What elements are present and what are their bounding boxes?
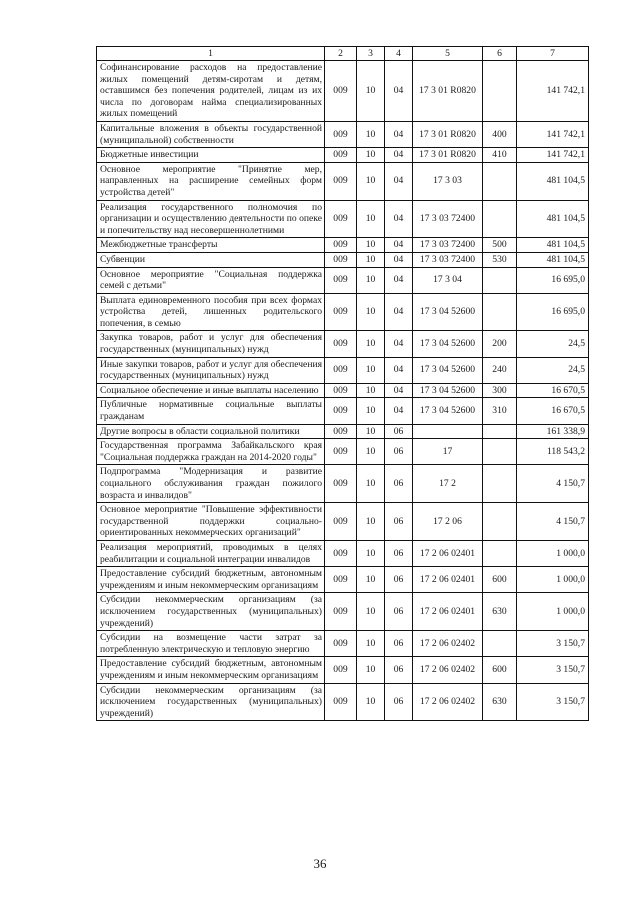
subsection-code-cell: 04 [385,121,413,147]
section-code-cell: 10 [357,383,385,398]
ministry-code-cell: 009 [325,331,357,357]
section-code-cell: 10 [357,439,385,465]
ministry-code-cell: 009 [325,683,357,721]
target-article-cell: 17 3 01 R0820 [413,121,483,147]
column-header: 3 [357,47,385,61]
subsection-code-cell: 04 [385,357,413,383]
target-article-cell: 17 3 03 72400 [413,238,483,253]
table-row [97,631,589,657]
subsection-code-cell: 04 [385,293,413,331]
row-name-cell: Предоставление субсидий бюджетным, автономным учреждениям и иным некоммерческим организациям [97,567,325,593]
section-code-cell: 10 [357,683,385,721]
expense-type-cell: 630 [483,683,517,721]
section-code-cell: 10 [357,267,385,293]
section-code-cell: 10 [357,61,385,122]
section-code-cell: 10 [357,593,385,631]
target-article-cell: 17 2 06 02401 [413,567,483,593]
amount-cell: 4 150,7 [517,503,589,541]
amount-cell: 161 338,9 [517,424,589,439]
ministry-code-cell: 009 [325,593,357,631]
table-row [97,657,589,683]
row-name-cell: Закупка товаров, работ и услуг для обеспечения государственных (муниципальных) нужд [97,331,325,357]
row-name-cell: Субсидии на возмещение части затрат за потребленную электрическую и тепловую энергию [97,631,325,657]
expense-type-cell: 630 [483,593,517,631]
subsection-code-cell: 06 [385,540,413,566]
ministry-code-cell: 009 [325,503,357,541]
expense-type-cell: 600 [483,657,517,683]
amount-cell: 16 695,0 [517,293,589,331]
amount-cell: 118 543,2 [517,439,589,465]
amount-cell: 141 742,1 [517,121,589,147]
expense-type-cell: 300 [483,383,517,398]
row-name-cell: Софинансирование расходов на предоставление жилых помещений детям-сиротам и детям, оставшимся без попечения родителей, лицам из их числа по договорам найма специализированных жилых помещений [97,61,325,122]
ministry-code-cell: 009 [325,567,357,593]
subsection-code-cell: 04 [385,200,413,238]
table-row [97,61,589,122]
row-name-cell: Реализация государственного полномочия по организации и осуществлению деятельности по опеке и попечительству над несовершеннолетними [97,200,325,238]
table-row [97,398,589,424]
subsection-code-cell: 06 [385,631,413,657]
target-article-cell: 17 3 04 52600 [413,331,483,357]
subsection-code-cell: 04 [385,383,413,398]
table-row [97,331,589,357]
expense-type-cell [483,267,517,293]
target-article-cell: 17 3 01 R0820 [413,61,483,122]
target-article-cell: 17 2 06 02402 [413,631,483,657]
amount-cell: 3 150,7 [517,631,589,657]
amount-cell: 24,5 [517,331,589,357]
target-article-cell: 17 2 06 02402 [413,683,483,721]
row-name-cell: Иные закупки товаров, работ и услуг для обеспечения государственных (муниципальных) нужд [97,357,325,383]
row-name-cell: Капитальные вложения в объекты государственной (муниципальной) собственности [97,121,325,147]
subsection-code-cell: 06 [385,567,413,593]
row-name-cell: Субсидии некоммерческим организациям (за исключением государственных (муниципальных) учреждений) [97,683,325,721]
ministry-code-cell: 009 [325,61,357,122]
section-code-cell: 10 [357,540,385,566]
expense-type-cell: 400 [483,121,517,147]
target-article-cell: 17 3 04 52600 [413,357,483,383]
target-article-cell: 17 2 06 02401 [413,540,483,566]
expense-type-cell [483,162,517,200]
expense-type-cell: 310 [483,398,517,424]
subsection-code-cell: 06 [385,593,413,631]
amount-cell: 481 104,5 [517,238,589,253]
table-row [97,200,589,238]
column-header: 4 [385,47,413,61]
section-code-cell: 10 [357,331,385,357]
amount-cell: 3 150,7 [517,657,589,683]
ministry-code-cell: 009 [325,398,357,424]
expense-type-cell [483,540,517,566]
section-code-cell: 10 [357,121,385,147]
ministry-code-cell: 009 [325,293,357,331]
amount-cell: 481 104,5 [517,252,589,267]
ministry-code-cell: 009 [325,252,357,267]
target-article-cell: 17 3 04 [413,267,483,293]
subsection-code-cell: 04 [385,148,413,163]
row-name-cell: Бюджетные инвестиции [97,148,325,163]
amount-cell: 481 104,5 [517,200,589,238]
row-name-cell: Субсидии некоммерческим организациям (за исключением государственных (муниципальных) учреждений) [97,593,325,631]
table-row [97,357,589,383]
ministry-code-cell: 009 [325,383,357,398]
amount-cell: 16 670,5 [517,398,589,424]
table-row [97,567,589,593]
amount-cell: 24,5 [517,357,589,383]
table-row [97,162,589,200]
amount-cell: 141 742,1 [517,148,589,163]
row-name-cell: Публичные нормативные социальные выплаты гражданам [97,398,325,424]
target-article-cell: 17 2 06 [413,503,483,541]
subsection-code-cell: 04 [385,252,413,267]
column-header: 5 [413,47,483,61]
amount-cell: 1 000,0 [517,593,589,631]
subsection-code-cell: 06 [385,683,413,721]
expense-type-cell [483,61,517,122]
expense-type-cell: 200 [483,331,517,357]
table-row [97,503,589,541]
ministry-code-cell: 009 [325,465,357,503]
subsection-code-cell: 04 [385,61,413,122]
ministry-code-cell: 009 [325,162,357,200]
amount-cell: 1 000,0 [517,567,589,593]
subsection-code-cell: 06 [385,503,413,541]
subsection-code-cell: 04 [385,238,413,253]
table-row [97,465,589,503]
column-header: 7 [517,47,589,61]
amount-cell: 16 695,0 [517,267,589,293]
table-row [97,293,589,331]
row-name-cell: Другие вопросы в области социальной политики [97,424,325,439]
expense-type-cell [483,439,517,465]
expense-type-cell: 500 [483,238,517,253]
table-row [97,540,589,566]
table-row [97,383,589,398]
ministry-code-cell: 009 [325,439,357,465]
row-name-cell: Основное мероприятие "Социальная поддержка семей с детьми" [97,267,325,293]
amount-cell: 4 150,7 [517,465,589,503]
expense-type-cell: 240 [483,357,517,383]
target-article-cell: 17 [413,439,483,465]
target-article-cell: 17 2 [413,465,483,503]
section-code-cell: 10 [357,200,385,238]
section-code-cell: 10 [357,162,385,200]
subsection-code-cell: 06 [385,439,413,465]
ministry-code-cell: 009 [325,200,357,238]
expense-type-cell [483,200,517,238]
ministry-code-cell: 009 [325,424,357,439]
subsection-code-cell: 06 [385,465,413,503]
subsection-code-cell: 04 [385,162,413,200]
table-row [97,238,589,253]
target-article-cell: 17 3 03 72400 [413,200,483,238]
column-header: 6 [483,47,517,61]
budget-table-sheet [96,46,588,721]
table-row [97,424,589,439]
expense-type-cell: 600 [483,567,517,593]
subsection-code-cell: 04 [385,398,413,424]
expense-type-cell [483,503,517,541]
expense-type-cell [483,465,517,503]
section-code-cell: 10 [357,293,385,331]
page-number: 36 [313,856,327,871]
section-code-cell: 10 [357,238,385,253]
target-article-cell: 17 2 06 02401 [413,593,483,631]
table-row [97,593,589,631]
ministry-code-cell: 009 [325,148,357,163]
target-article-cell: 17 3 03 [413,162,483,200]
ministry-code-cell: 009 [325,657,357,683]
section-code-cell: 10 [357,465,385,503]
expense-type-cell [483,293,517,331]
expense-type-cell [483,424,517,439]
ministry-code-cell: 009 [325,631,357,657]
amount-cell: 16 670,5 [517,383,589,398]
table-row [97,683,589,721]
row-name-cell: Основное мероприятие "Принятие мер, направленных на расширение семейных форм устройства детей" [97,162,325,200]
row-name-cell: Субвенции [97,252,325,267]
ministry-code-cell: 009 [325,121,357,147]
table-row [97,148,589,163]
budget-table [96,46,589,721]
target-article-cell: 17 3 01 R0820 [413,148,483,163]
row-name-cell: Предоставление субсидий бюджетным, автономным учреждениям и иным некоммерческим организациям [97,657,325,683]
subsection-code-cell: 04 [385,331,413,357]
ministry-code-cell: 009 [325,238,357,253]
target-article-cell: 17 3 04 52600 [413,398,483,424]
ministry-code-cell: 009 [325,357,357,383]
amount-cell: 3 150,7 [517,683,589,721]
subsection-code-cell: 04 [385,267,413,293]
section-code-cell: 10 [357,657,385,683]
expense-type-cell [483,631,517,657]
section-code-cell: 10 [357,252,385,267]
amount-cell: 481 104,5 [517,162,589,200]
row-name-cell: Социальное обеспечение и иные выплаты населению [97,383,325,398]
column-header: 1 [97,47,325,61]
section-code-cell: 10 [357,398,385,424]
section-code-cell: 10 [357,424,385,439]
row-name-cell: Государственная программа Забайкальского края "Социальная поддержка граждан на 2014-2020 годы" [97,439,325,465]
column-header: 2 [325,47,357,61]
section-code-cell: 10 [357,357,385,383]
target-article-cell: 17 2 06 02402 [413,657,483,683]
row-name-cell: Реализация мероприятий, проводимых в целях реабилитации и социальной интеграции инвалидов [97,540,325,566]
subsection-code-cell: 06 [385,657,413,683]
amount-cell: 1 000,0 [517,540,589,566]
row-name-cell: Подпрограмма "Модернизация и развитие социального обслуживания граждан пожилого возраста и инвалидов" [97,465,325,503]
row-name-cell: Основное мероприятие "Повышение эффективности государственной поддержки социально-ориентированных некоммерческих организаций" [97,503,325,541]
ministry-code-cell: 009 [325,540,357,566]
expense-type-cell: 410 [483,148,517,163]
section-code-cell: 10 [357,503,385,541]
section-code-cell: 10 [357,567,385,593]
section-code-cell: 10 [357,148,385,163]
table-row [97,439,589,465]
subsection-code-cell: 06 [385,424,413,439]
table-row [97,121,589,147]
section-code-cell: 10 [357,631,385,657]
amount-cell: 141 742,1 [517,61,589,122]
expense-type-cell: 530 [483,252,517,267]
table-row [97,252,589,267]
row-name-cell: Выплата единовременного пособия при всех формах устройства детей, лишенных родительского попечения, в семью [97,293,325,331]
table-header-row [97,47,589,61]
target-article-cell: 17 3 04 52600 [413,293,483,331]
target-article-cell: 17 3 04 52600 [413,383,483,398]
row-name-cell: Межбюджетные трансферты [97,238,325,253]
table-row [97,267,589,293]
target-article-cell [413,424,483,439]
target-article-cell: 17 3 03 72400 [413,252,483,267]
ministry-code-cell: 009 [325,267,357,293]
